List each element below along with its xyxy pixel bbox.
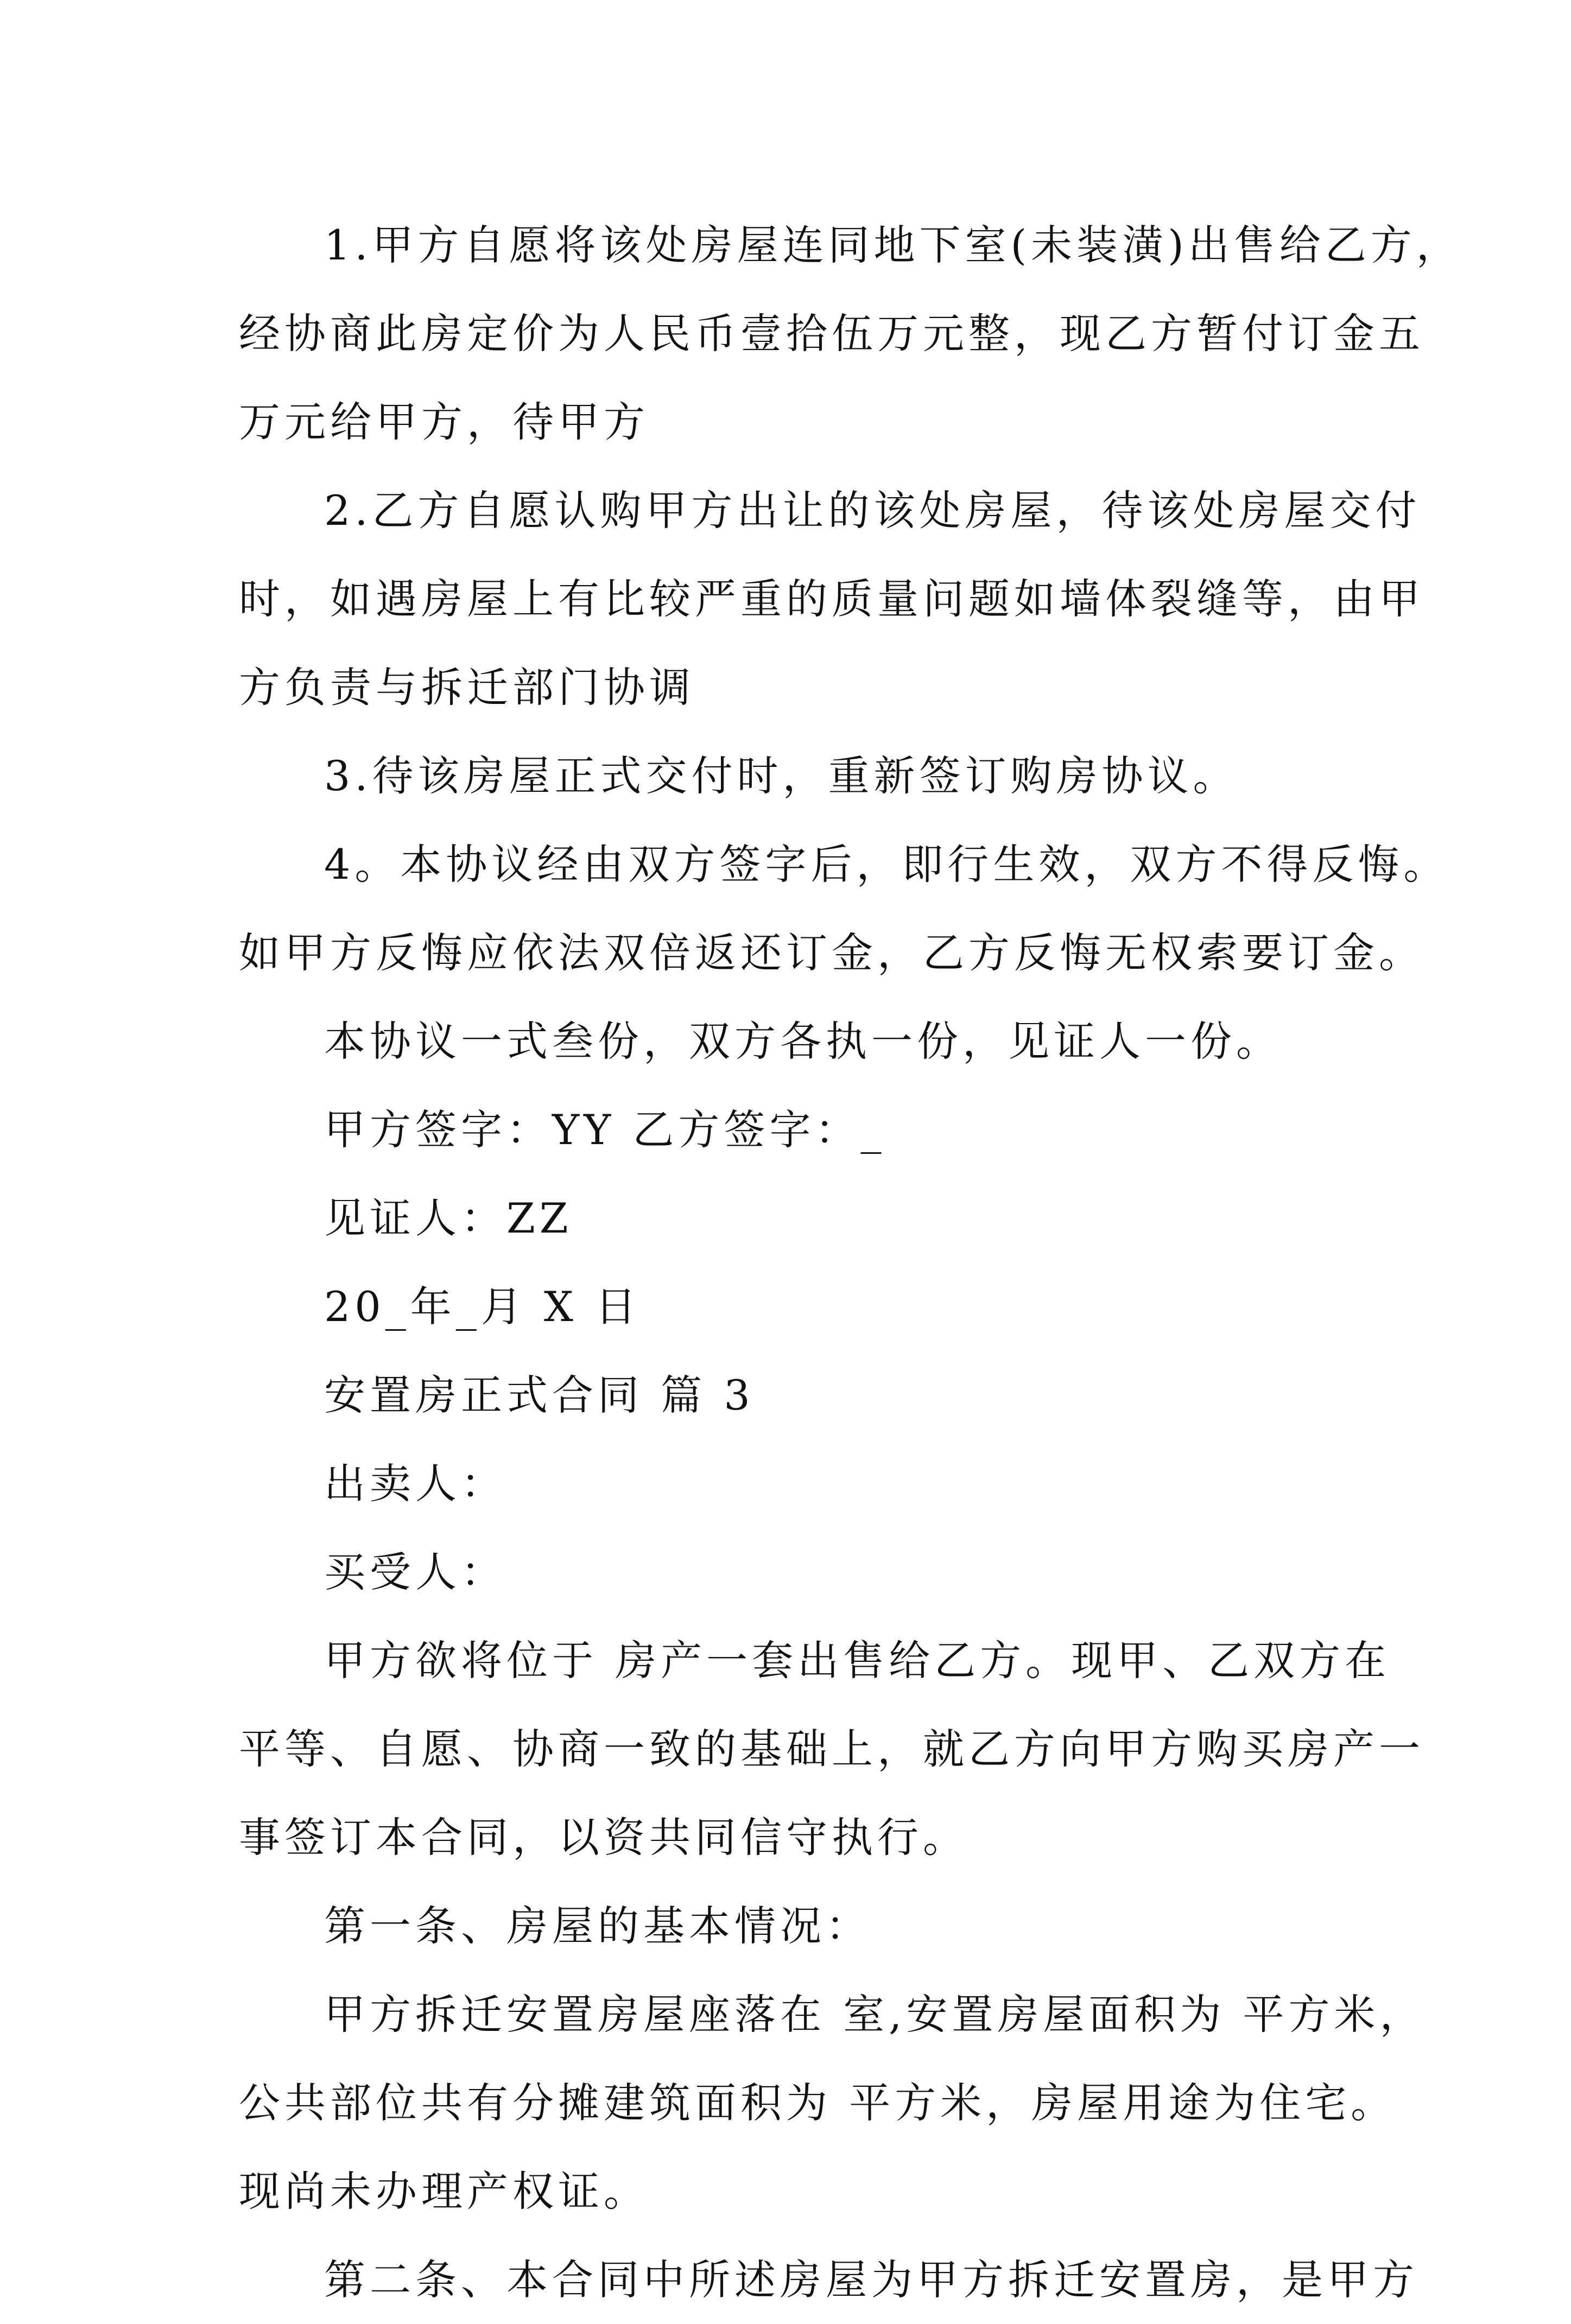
- preamble-line-3: 事签订本合同，以资共同信守执行。: [239, 1813, 968, 1862]
- date-line: 20_年_月 X 日: [324, 1282, 641, 1331]
- clause-2-line-1: 2.乙方自愿认购甲方出让的该处房屋，待该处房屋交付: [324, 486, 1421, 535]
- clause-4-line-2: 如甲方反悔应依法双倍返还订金，乙方反悔无权索要订金。: [239, 929, 1424, 977]
- signature-line: 甲方签字：YY 乙方签字：_: [324, 1106, 886, 1154]
- witness-line: 见证人：ZZ: [324, 1194, 573, 1242]
- section-heading: 安置房正式合同 篇 3: [324, 1371, 755, 1419]
- article-2-line-1: 第二条、本合同中所述房屋为甲方拆迁安置房，是甲方: [324, 2256, 1418, 2304]
- clause-2-line-2: 时，如遇房屋上有比较严重的质量问题如墙体裂缝等，由甲: [239, 575, 1424, 623]
- clause-2-line-3: 方负责与拆迁部门协调: [239, 663, 695, 712]
- clause-4-line-1: 4。本协议经由双方签字后，即行生效，双方不得反悔。: [324, 840, 1449, 888]
- preamble-line-1: 甲方欲将位于 房产一套出售给乙方。现甲、乙双方在: [324, 1636, 1391, 1685]
- article-1-line-2: 公共部位共有分摊建筑面积为 平方米，房屋用途为住宅。: [239, 2079, 1397, 2127]
- preamble-line-2: 平等、自愿、协商一致的基础上，就乙方向甲方购买房产一: [239, 1725, 1424, 1773]
- clause-1-line-3: 万元给甲方，待甲方: [239, 398, 649, 446]
- clause-1-line-1: 1.甲方自愿将该处房屋连同地下室(未装潢)出售给乙方，: [324, 221, 1462, 269]
- article-1-line-3: 现尚未办理产权证。: [239, 2167, 649, 2215]
- buyer-line: 买受人：: [324, 1548, 506, 1596]
- document-body: [239, 201, 1462, 2324]
- clause-1-line-2: 经协商此房定价为人民币壹拾伍万元整，现乙方暂付订金五: [239, 309, 1424, 358]
- article-1-heading: 第一条、房屋的基本情况：: [324, 1902, 871, 1950]
- clause-3-line: 3.待该房屋正式交付时，重新签订购房协议。: [324, 752, 1239, 800]
- copies-statement: 本协议一式叁份，双方各执一份，见证人一份。: [324, 1017, 1282, 1065]
- article-1-line-1: 甲方拆迁安置房屋座落在 室,安置房屋面积为 平方米，: [324, 1990, 1426, 2039]
- seller-line: 出卖人：: [324, 1459, 506, 1508]
